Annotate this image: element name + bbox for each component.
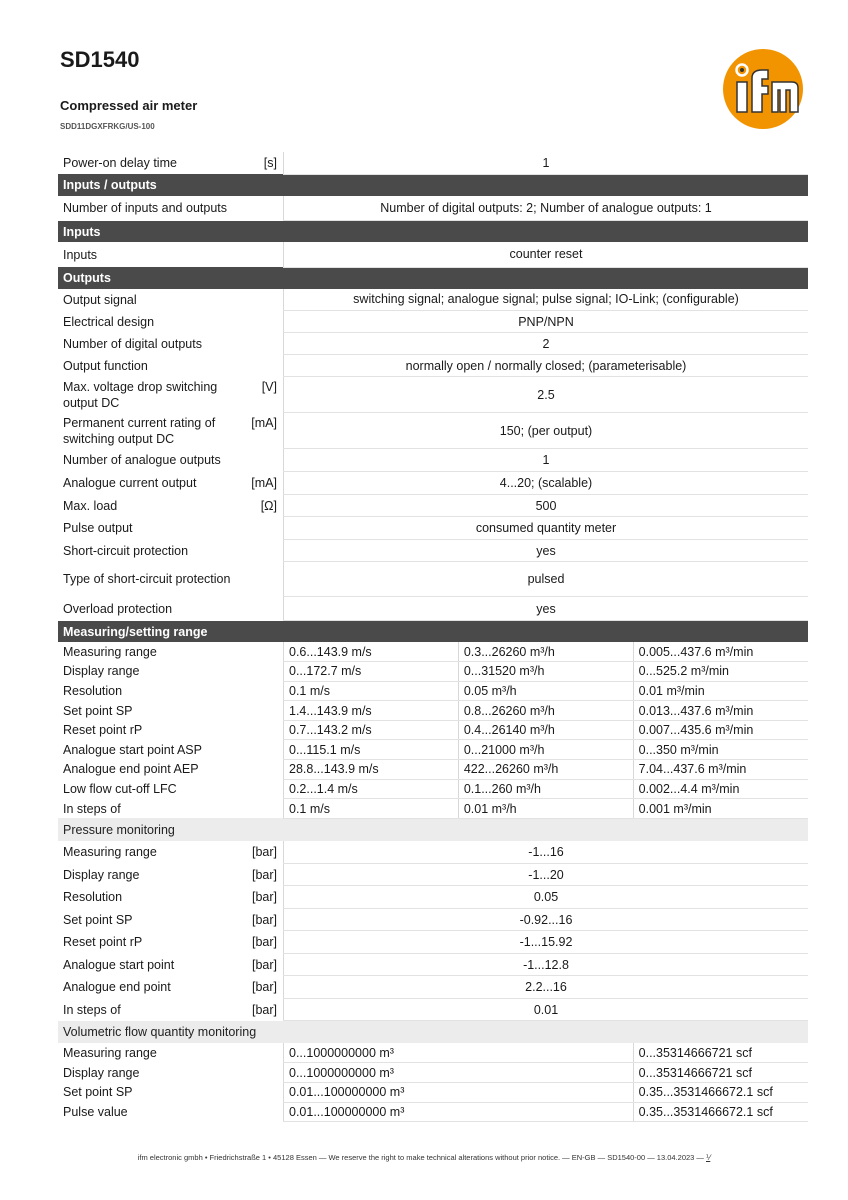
flow-value-ms: 0.6...143.9 m/s — [284, 642, 459, 662]
flow-row — [58, 760, 808, 780]
article-code: SDD11DGXFRKG/US-100 — [60, 122, 155, 131]
flow-row — [58, 701, 808, 721]
spec-value: consumed quantity meter — [284, 517, 809, 540]
pressure-row — [58, 953, 808, 976]
pressure-unit: [bar] — [251, 912, 277, 927]
spec-row — [58, 517, 808, 540]
page-title: SD1540 — [60, 47, 140, 72]
spec-row — [58, 196, 808, 221]
pressure-value: 0.01 — [284, 998, 809, 1021]
flow-value-m3min: 0.001 m³/min — [633, 799, 808, 819]
flow-row — [58, 681, 808, 701]
volume-value-m3: 0...1000000000 m³ — [284, 1043, 634, 1063]
flow-value-m3min: 0.013...437.6 m³/min — [633, 701, 808, 721]
flow-label: Reset point rP — [63, 723, 143, 738]
flow-row — [58, 740, 808, 760]
pressure-unit: [bar] — [251, 1002, 277, 1017]
spec-row — [58, 242, 808, 267]
spec-label: Electrical design — [63, 314, 155, 329]
volume-label: Set point SP — [63, 1085, 133, 1100]
volume-value-m3: 0.01...100000000 m³ — [284, 1083, 634, 1103]
pressure-value: -1...20 — [284, 863, 809, 886]
footer-text: ifm electronic gmbh • Friedrichstraße 1 • 45128 Essen — We reserve the right to make technical alterations without prior notice. — EN-GB — SD1540-00 — 13.04.2023 — — [137, 1153, 704, 1162]
spec-row — [58, 449, 808, 472]
flow-value-m3h: 0.01 m³/h — [458, 799, 633, 819]
page-footer — [0, 1153, 848, 1162]
spec-value: Number of digital outputs: 2; Number of analogue outputs: 1 — [284, 196, 809, 221]
spec-label: Permanent current rating of switching output DC — [63, 415, 216, 446]
pressure-label: In steps of — [63, 1002, 121, 1017]
pressure-value: -1...16 — [284, 841, 809, 864]
flow-value-m3min: 0.002...4.4 m³/min — [633, 779, 808, 799]
flow-value-m3min: 0.007...435.6 m³/min — [633, 720, 808, 740]
pressure-value: 2.2...16 — [284, 976, 809, 999]
volume-row — [58, 1083, 808, 1103]
spec-row — [58, 289, 808, 311]
spec-unit: [V] — [261, 379, 277, 394]
pressure-row — [58, 931, 808, 954]
spec-row — [58, 540, 808, 562]
spec-value: switching signal; analogue signal; pulse signal; IO-Link; (configurable) — [284, 289, 809, 311]
spec-label: Max. voltage drop switching output DC — [63, 379, 218, 410]
volume-label: Pulse value — [63, 1104, 128, 1119]
spec-label: Type of short-circuit protection — [63, 572, 231, 586]
spec-value: 1 — [284, 449, 809, 472]
spec-label: Inputs — [63, 247, 98, 262]
spec-table — [58, 152, 808, 1122]
spec-row-power-on — [58, 152, 808, 174]
volume-row — [58, 1102, 808, 1122]
spec-value: 4...20; (scalable) — [284, 472, 809, 495]
spec-row — [58, 495, 808, 517]
pressure-table — [58, 841, 808, 1021]
flow-value-m3min: 7.04...437.6 m³/min — [633, 760, 808, 780]
subsection-header: Pressure monitoring — [58, 818, 808, 841]
flow-value-ms: 0.1 m/s — [284, 799, 459, 819]
spec-label: Output function — [63, 358, 148, 373]
flow-row — [58, 799, 808, 819]
pressure-unit: [bar] — [251, 845, 277, 860]
pressure-unit: [bar] — [251, 867, 277, 882]
spec-label: Number of digital outputs — [63, 336, 202, 351]
spec-value: counter reset — [284, 242, 809, 267]
volume-value-m3: 0...1000000000 m³ — [284, 1063, 634, 1083]
flow-label: Measuring range — [63, 644, 157, 659]
pressure-row — [58, 976, 808, 999]
flow-label: In steps of — [63, 801, 121, 816]
flow-value-m3h: 0.4...26140 m³/h — [458, 720, 633, 740]
flow-value-m3h: 0.1...260 m³/h — [458, 779, 633, 799]
flow-value-ms: 0.1 m/s — [284, 681, 459, 701]
section-header: Inputs / outputs — [58, 174, 808, 196]
pressure-unit: [bar] — [251, 890, 277, 905]
volume-row — [58, 1063, 808, 1083]
spec-row — [58, 562, 808, 597]
spec-unit: [s] — [263, 156, 277, 170]
spec-row — [58, 413, 808, 449]
flow-label: Analogue start point ASP — [63, 742, 202, 757]
pressure-value: -1...12.8 — [284, 953, 809, 976]
flow-value-m3min: 0...525.2 m³/min — [633, 662, 808, 682]
spec-unit: [mA] — [251, 415, 277, 430]
pressure-unit: [bar] — [251, 957, 277, 972]
flow-row — [58, 642, 808, 662]
spec-value: PNP/NPN — [284, 311, 809, 333]
volume-table — [58, 1043, 808, 1121]
volume-value-scf: 0...35314666721 scf — [633, 1063, 808, 1083]
pressure-row — [58, 908, 808, 931]
flow-value-m3h: 422...26260 m³/h — [458, 760, 633, 780]
section-header: Inputs — [58, 221, 808, 243]
flow-row — [58, 662, 808, 682]
spec-row — [58, 597, 808, 621]
spec-value: pulsed — [284, 562, 809, 597]
spec-row — [58, 333, 808, 355]
spec-label: Output signal — [63, 292, 137, 307]
spec-value: 1 — [284, 152, 809, 174]
pressure-label: Resolution — [63, 890, 123, 905]
flow-label: Set point SP — [63, 703, 133, 718]
flow-value-m3h: 0.3...26260 m³/h — [458, 642, 633, 662]
spec-row — [58, 472, 808, 495]
ifm-logo — [722, 48, 804, 130]
flow-label: Analogue end point AEP — [63, 762, 199, 777]
flow-label: Display range — [63, 664, 140, 679]
spec-label: Number of analogue outputs — [63, 453, 221, 467]
spec-label: Analogue current output — [63, 476, 197, 490]
spec-label: Power-on delay time — [63, 156, 177, 170]
flow-value-m3min: 0.01 m³/min — [633, 681, 808, 701]
pressure-label: Measuring range — [63, 845, 157, 860]
spec-unit: [Ω] — [260, 498, 277, 513]
pressure-label: Analogue end point — [63, 980, 171, 995]
pressure-row — [58, 998, 808, 1021]
flow-range-table — [58, 642, 808, 818]
volume-value-scf: 0.35...3531466672.1 scf — [633, 1083, 808, 1103]
flow-value-ms: 0.7...143.2 m/s — [284, 720, 459, 740]
pressure-value: -0.92...16 — [284, 908, 809, 931]
spec-value: 2.5 — [284, 377, 809, 413]
volume-row — [58, 1043, 808, 1063]
spec-value: 150; (per output) — [284, 413, 809, 449]
flow-value-m3min: 0...350 m³/min — [633, 740, 808, 760]
pressure-value: -1...15.92 — [284, 931, 809, 954]
flow-value-ms: 1.4...143.9 m/s — [284, 701, 459, 721]
spec-value: normally open / normally closed; (parameterisable) — [284, 355, 809, 377]
pressure-label: Reset point rP — [63, 935, 143, 950]
section-header: Measuring/setting range — [58, 621, 808, 643]
flow-value-m3h: 0...21000 m³/h — [458, 740, 633, 760]
pressure-label: Analogue start point — [63, 957, 175, 972]
pressure-label: Display range — [63, 867, 140, 882]
spec-value: 2 — [284, 333, 809, 355]
volume-value-scf: 0.35...3531466672.1 scf — [633, 1102, 808, 1122]
volume-value-scf: 0...35314666721 scf — [633, 1043, 808, 1063]
pressure-row — [58, 863, 808, 886]
flow-value-m3min: 0.005...437.6 m³/min — [633, 642, 808, 662]
flow-value-ms: 0...115.1 m/s — [284, 740, 459, 760]
spec-label: Short-circuit protection — [63, 543, 189, 558]
subsection-header: Volumetric flow quantity monitoring — [58, 1021, 808, 1044]
spec-label: Max. load — [63, 498, 118, 513]
footer-mark-icon: ⅟ — [706, 1153, 711, 1162]
volume-label: Display range — [63, 1065, 140, 1080]
flow-value-ms: 0.2...1.4 m/s — [284, 779, 459, 799]
spec-label: Number of inputs and outputs — [63, 201, 227, 215]
flow-row — [58, 720, 808, 740]
spec-row — [58, 355, 808, 377]
spec-row — [58, 311, 808, 333]
pressure-label: Set point SP — [63, 912, 133, 927]
flow-value-ms: 0...172.7 m/s — [284, 662, 459, 682]
flow-value-m3h: 0...31520 m³/h — [458, 662, 633, 682]
spec-label: Overload protection — [63, 601, 173, 616]
pressure-unit: [bar] — [251, 980, 277, 995]
spec-label: Pulse output — [63, 521, 133, 535]
section-header: Outputs — [58, 267, 808, 289]
flow-value-m3h: 0.8...26260 m³/h — [458, 701, 633, 721]
spec-unit: [mA] — [251, 476, 277, 490]
flow-row — [58, 779, 808, 799]
volume-value-m3: 0.01...100000000 m³ — [284, 1102, 634, 1122]
pressure-value: 0.05 — [284, 886, 809, 909]
pressure-row — [58, 886, 808, 909]
flow-value-ms: 28.8...143.9 m/s — [284, 760, 459, 780]
flow-label: Resolution — [63, 683, 123, 698]
flow-label: Low flow cut-off LFC — [63, 781, 177, 796]
flow-value-m3h: 0.05 m³/h — [458, 681, 633, 701]
spec-value: yes — [284, 540, 809, 562]
product-subtitle: Compressed air meter — [60, 98, 198, 113]
spec-value: 500 — [284, 495, 809, 517]
pressure-unit: [bar] — [251, 935, 277, 950]
spec-row — [58, 377, 808, 413]
spec-value: yes — [284, 597, 809, 621]
volume-label: Measuring range — [63, 1046, 157, 1061]
pressure-row — [58, 841, 808, 864]
